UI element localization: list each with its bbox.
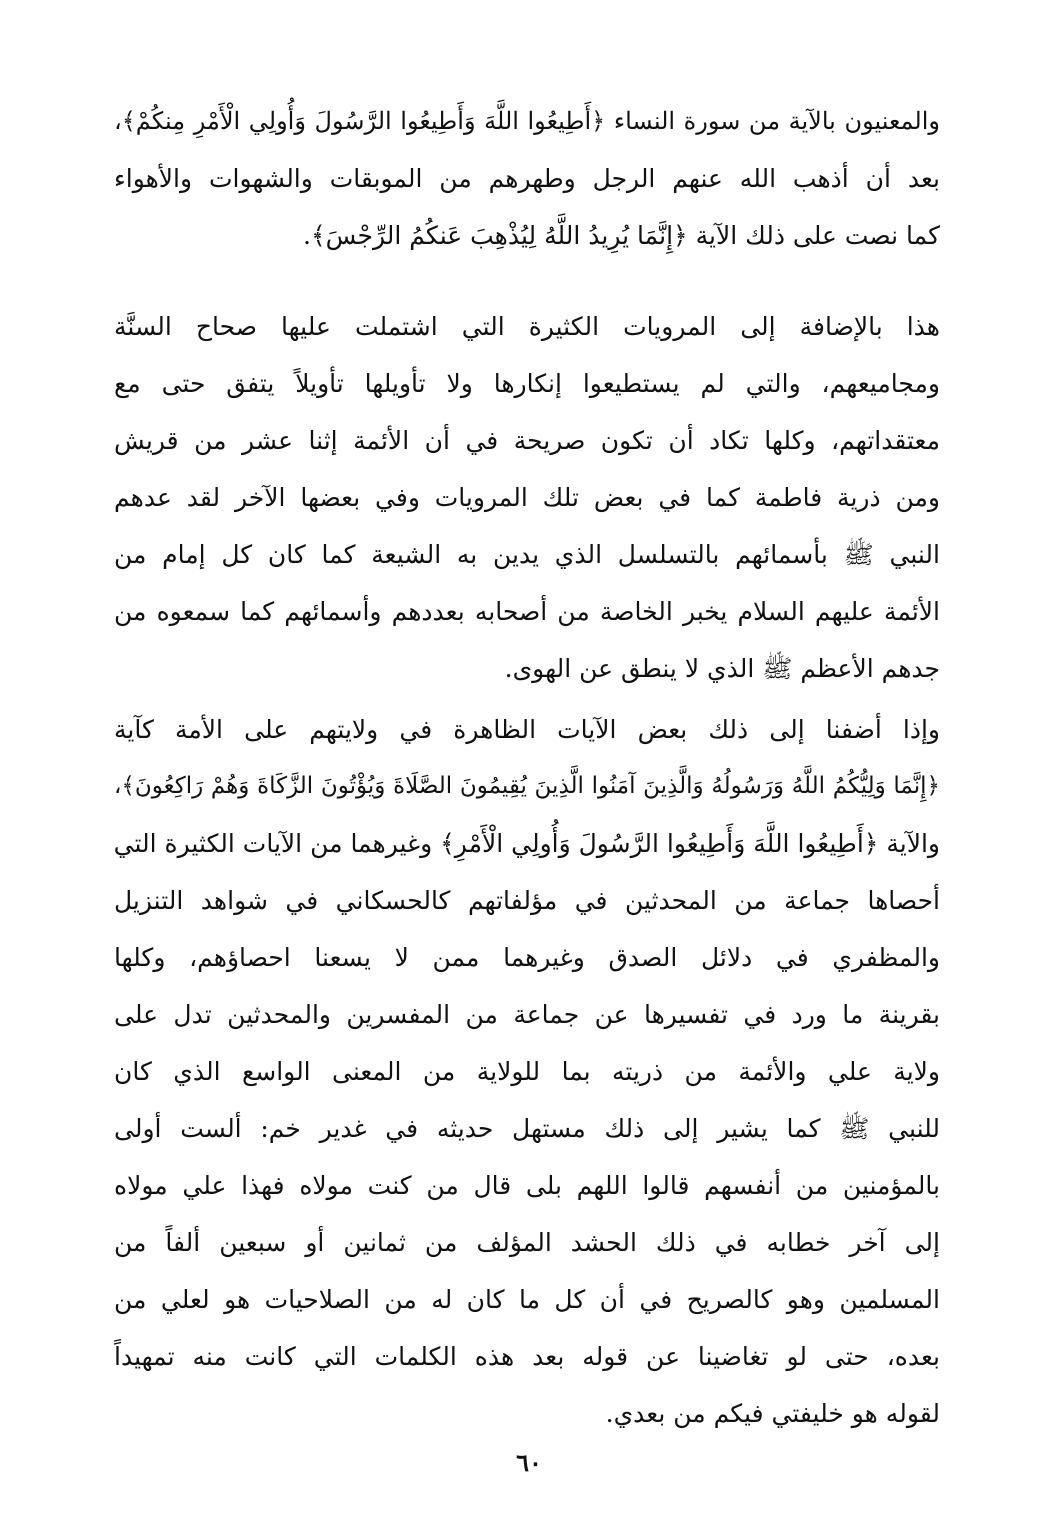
text-line: ﴿إِنَّمَا وَلِيُّكُمُ اللَّهُ وَرَسُولُهُ وَالَّذِينَ آمَنُوا الَّذِينَ يُقِيمُونَ الصَّلَاةَ وَيُؤْتُونَ الزَّكَاةَ وَهُمْ رَاكِعُونَ﴾، (114, 773, 940, 799)
text-line: ولاية علي والأئمة من ذريته بما للولاية من المعنى الواسع الذي كان (114, 1057, 940, 1086)
text-line: معتقداتهم، وكلها تكاد أن تكون صريحة في أن الأئمة إثنا عشر من قريش (114, 426, 940, 455)
text-line: هذا بالإضافة إلى المرويات الكثيرة التي اشتملت عليها صحاح السنَّة (114, 312, 940, 341)
text-line: بالمؤمنين من أنفسهم قالوا اللهم بلى قال من كنت مولاه فهذا علي مولاه (114, 1171, 940, 1200)
text-line: والمعنيون بالآية من سورة النساء ﴿أَطِيعُوا اللَّهَ وَأَطِيعُوا الرَّسُولَ وَأُولِي الْأَمْرِ مِنكُمْ﴾، (114, 107, 940, 135)
text-line: ومجاميعهم، والتي لم يستطيعوا إنكارها ولا تأويلها تأويلاً يتفق حتى مع (114, 369, 940, 398)
text-line: بعد أن أذهب الله عنهم الرجل وطهرهم من الموبقات والشهوات والأهواء (114, 164, 940, 193)
text-line: المسلمين وهو كالصريح في أن كل ما كان له من الصلاحيات هو لعلي من (114, 1285, 940, 1314)
text-line: إلى آخر خطابه في ذلك الحشد المؤلف من ثمانين أو سبعين ألفاً من (114, 1228, 940, 1257)
page-number: ٦٠ (516, 1448, 542, 1477)
text-line: للنبي ﷺ كما يشير إلى ذلك مستهل حديثه في غدير خم: ألست أولى (114, 1114, 940, 1143)
text-line: ومن ذرية فاطمة كما في بعض تلك المرويات وفي بعضها الآخر لقد عدهم (114, 483, 940, 512)
paragraph-3 (114, 701, 940, 1442)
text-line: لقوله هو خليفتي فيكم من بعدي. (605, 1399, 940, 1428)
text-line: كما نصت على ذلك الآية ﴿إِنَّمَا يُرِيدُ اللَّهُ لِيُذْهِبَ عَنكُمُ الرِّجْسَ﴾. (303, 221, 940, 250)
text-line: الأئمة عليهم السلام يخبر الخاصة من أصحابه بعددهم وأسمائهم كما سمعوه من (114, 597, 940, 626)
text-line: النبي ﷺ بأسمائهم بالتسلسل الذي يدين به الشيعة كما كان كل إمام من (114, 540, 940, 569)
text-line: جدهم الأعظم ﷺ الذي لا ينطق عن الهوى. (504, 654, 940, 683)
text-line: والمظفري في دلائل الصدق وغيرهما ممن لا يسعنا احصاؤهم، وكلها (114, 943, 940, 972)
text-line: والآية ﴿أَطِيعُوا اللَّهَ وَأَطِيعُوا الرَّسُولَ وَأُولِي الْأَمْرِ﴾ وغيرهما من الآيات الكثيرة التي (114, 829, 940, 858)
text-line: أحصاها جماعة من المحدثين في مؤلفاتهم كالحسكاني في شواهد التنزيل (114, 886, 940, 915)
text-line: وإذا أضفنا إلى ذلك بعض الآيات الظاهرة في ولايتهم على الأمة كآية (114, 715, 940, 744)
text-line: بقرينة ما ورد في تفسيرها عن جماعة من المفسرين والمحدثين تدل على (114, 1000, 940, 1029)
paragraph-2 (114, 298, 940, 697)
paragraph-1 (114, 93, 940, 264)
text-line: بعده، حتى لو تغاضينا عن قوله بعد هذه الكلمات التي كانت منه تمهيداً (114, 1342, 940, 1371)
